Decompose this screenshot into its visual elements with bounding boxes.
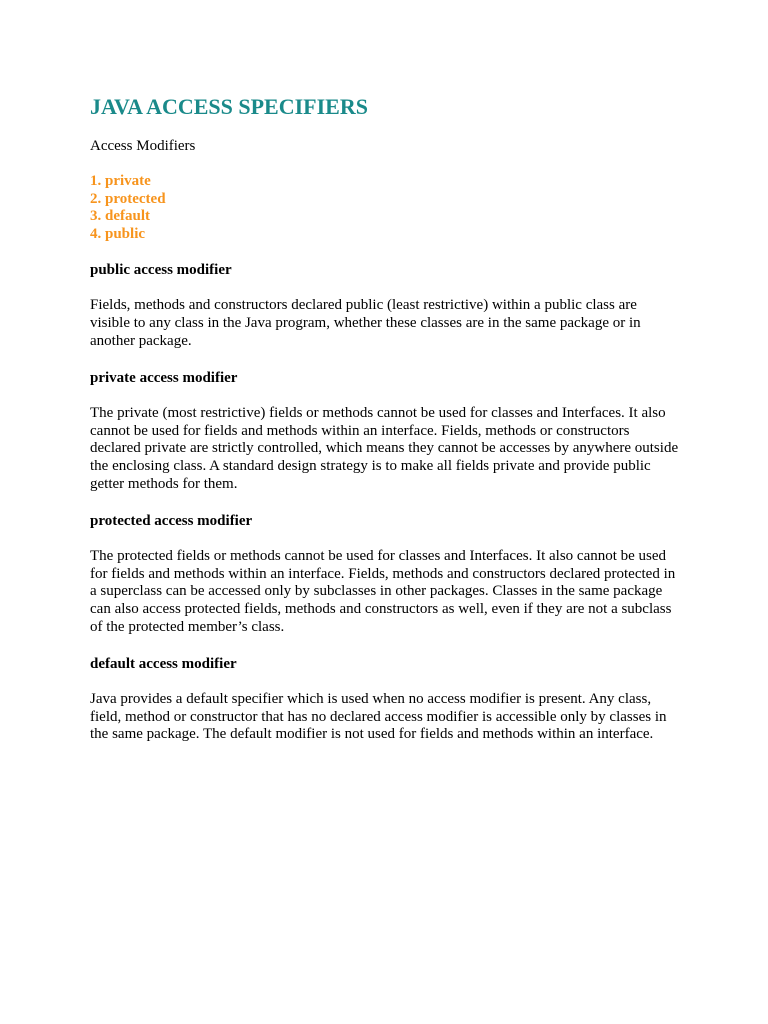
- section-private: [90, 369, 680, 494]
- modifier-list: [90, 173, 680, 243]
- document-page: [90, 94, 680, 744]
- section-heading: protected access modifier: [90, 512, 253, 529]
- modifier-item-private: 1. private: [90, 173, 151, 189]
- section-body: Java provides a default specifier which is used when no access modifier is present. Any class, field, method or constructor that has no declared access modifier is accessible only by classes in the same package. The default modifier is not used for fields and methods within an interface.: [90, 690, 667, 743]
- section-body: Fields, methods and constructors declared public (least restrictive) within a public class are visible to any class in the Java program, whether these classes are in the same package or in another package.: [90, 297, 641, 349]
- section-heading: public access modifier: [90, 262, 232, 279]
- page-title: JAVA ACCESS SPECIFIERS: [90, 94, 368, 119]
- section-body: The private (most restrictive) fields or methods cannot be used for classes and Interfaces. It also cannot be used for fields and methods within an interface. Fields, methods or constructors declared private are strictly controlled, which means they cannot be accesses by anywhere outside the enclosing class. A standard design strategy is to make all fields private and provide public getter methods for them.: [90, 404, 679, 492]
- section-protected: [90, 512, 680, 637]
- modifier-item-default: 3. default: [90, 208, 150, 225]
- section-default: [90, 655, 680, 744]
- section-body: The protected fields or methods cannot be used for classes and Interfaces. It also cannot be used for fields and methods within an interface. Fields, methods and constructors declared protected in a superclass can be accessed only by subclasses in other packages. Classes in the same package can also access protected fields, methods and constructors as well, even if they are not a subclass of the protected member’s class.: [90, 547, 676, 635]
- modifier-item-public: 4. public: [90, 225, 146, 242]
- section-heading: private access modifier: [90, 369, 238, 386]
- modifier-item-protected: 2. protected: [90, 190, 166, 207]
- section-heading: default access modifier: [90, 655, 237, 672]
- section-public: [90, 261, 680, 350]
- subtitle: Access Modifiers: [90, 138, 196, 154]
